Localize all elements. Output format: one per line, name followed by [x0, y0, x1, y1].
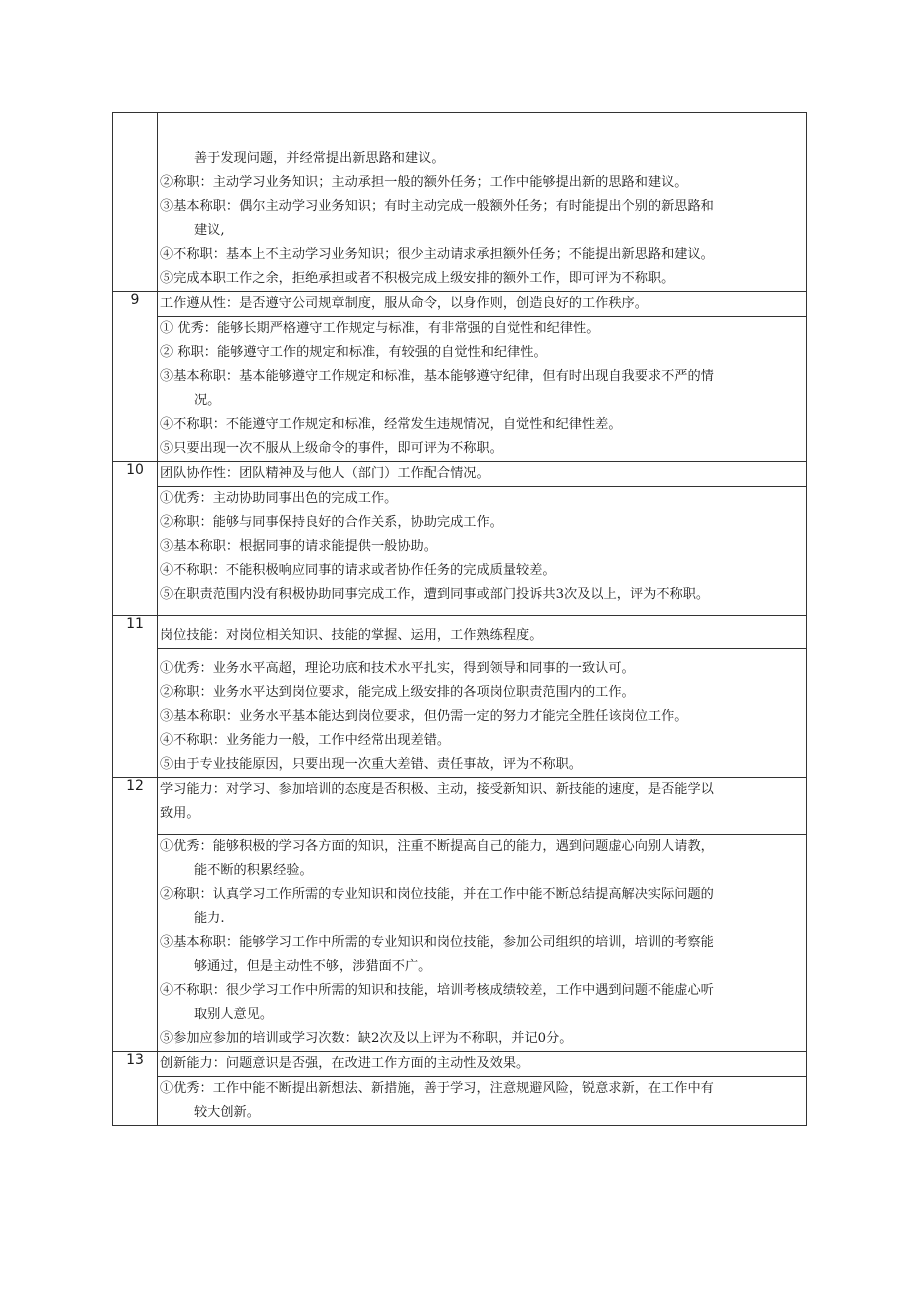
criteria-line: 建议, [194, 223, 225, 238]
row-number-cell [113, 462, 158, 616]
table-row [113, 113, 807, 292]
criteria-line: ②称职：主动学习业务知识；主动承担一般的额外任务；工作中能够提出新的思路和建议。 [160, 175, 688, 190]
criteria-header-box [158, 462, 806, 487]
criteria-line: ④不称职：很少学习工作中所需的知识和技能，培训考核成绩较差，工作中遇到问题不能虚心听 [160, 983, 714, 998]
criteria-line: 够通过，但是主动性不够，涉猎面不广。 [194, 959, 432, 974]
criteria-line: ④不称职：基本上不主动学习业务知识；很少主动请求承担额外任务；不能提出新思路和建议。 [160, 247, 714, 262]
criteria-line: ①优秀：主动协助同事出色的完成工作。 [160, 491, 398, 506]
criteria-header: 工作遵从性：是否遵守公司规章制度，服从命令，以身作则，创造良好的工作秩序。 [160, 296, 648, 311]
criteria-line: ①优秀：工作中能不断提出新想法、新措施，善于学习，注意规避风险，锐意求新，在工作中有 [160, 1081, 714, 1096]
criteria-line: ④不称职：不能遵守工作规定和标准，经常发生违规情况，自觉性和纪律性差。 [160, 417, 622, 432]
criteria-line: ③基本称职：根据同事的请求能提供一般协助。 [160, 539, 437, 554]
criteria-header-box [158, 778, 806, 835]
evaluation-table [112, 112, 807, 1126]
criteria-cell [158, 616, 807, 778]
row-number-cell [113, 1052, 158, 1126]
criteria-line: ③基本称职：业务水平基本能达到岗位要求，但仍需一定的努力才能完全胜任该岗位工作。 [160, 709, 688, 724]
criteria-line: ② 称职：能够遵守工作的规定和标准，有较强的自觉性和纪律性。 [160, 345, 547, 360]
criteria-header-box [158, 292, 806, 317]
criteria-line: 善于发现问题，并经常提出新思路和建议。 [194, 151, 445, 166]
table-row [113, 778, 807, 1052]
criteria-line: ③基本称职：偶尔主动学习业务知识；有时主动完成一般额外任务；有时能提出个别的新思路和 [160, 199, 714, 214]
criteria-line: ④不称职：业务能力一般，工作中经常出现差错。 [160, 733, 451, 748]
row-number: 11 [126, 616, 144, 632]
criteria-line: 况。 [194, 393, 221, 408]
criteria-line: ③基本称职：能够学习工作中所需的专业知识和岗位技能，参加公司组织的培训，培训的考察能 [160, 935, 714, 950]
criteria-levels-box [158, 835, 806, 1051]
row-number-cell [113, 616, 158, 778]
row-number: 12 [126, 778, 144, 794]
criteria-line: ⑤由于专业技能原因，只要出现一次重大差错、责任事故，评为不称职。 [160, 757, 582, 772]
criteria-line: ⑤在职责范围内没有积极协助同事完成工作，遭到同事或部门投诉共3次及以上，评为不称职。 [160, 587, 710, 602]
criteria-line: 取别人意见。 [194, 1007, 274, 1022]
criteria-header: 学习能力：对学习、参加培训的态度是否积极、主动，接受新知识、新技能的速度，是否能学以 [160, 782, 714, 797]
criteria-line: ③基本称职：基本能够遵守工作规定和标准，基本能够遵守纪律，但有时出现自我要求不严的情 [160, 369, 714, 384]
criteria-levels-box [158, 1077, 806, 1125]
criteria-header: 团队协作性：团队精神及与他人（部门）工作配合情况。 [160, 466, 490, 481]
criteria-levels-box [158, 317, 806, 461]
criteria-line: 能不断的积累经验。 [194, 863, 313, 878]
table-row [113, 616, 807, 778]
criteria-header: 致用。 [160, 806, 200, 821]
table-row [113, 292, 807, 462]
criteria-levels-box [158, 487, 806, 615]
criteria-line: ① 优秀：能够长期严格遵守工作规定与标准，有非常强的自觉性和纪律性。 [160, 321, 600, 336]
row-number: 10 [126, 462, 144, 478]
criteria-cell [158, 1052, 807, 1126]
row-number-cell [113, 113, 158, 292]
criteria-line: ①优秀：业务水平高超，理论功底和技术水平扎实，得到领导和同事的一致认可。 [160, 661, 635, 676]
table-row [113, 1052, 807, 1126]
criteria-line: ②称职：能够与同事保持良好的合作关系，协助完成工作。 [160, 515, 503, 530]
criteria-line: ④不称职：不能积极响应同事的请求或者协作任务的完成质量较差。 [160, 563, 556, 578]
table-row [113, 462, 807, 616]
row-number-cell [113, 292, 158, 462]
row-number: 9 [130, 292, 140, 308]
criteria-cell [158, 113, 807, 292]
criteria-line: ⑤只要出现一次不服从上级命令的事件，即可评为不称职。 [160, 441, 503, 456]
row-number-cell [113, 778, 158, 1052]
criteria-cell [158, 292, 807, 462]
criteria-line: 较大创新。 [194, 1105, 260, 1120]
criteria-header-box [158, 616, 806, 649]
criteria-header-box [158, 1052, 806, 1077]
criteria-header: 岗位技能：对岗位相关知识、技能的掌握、运用，工作熟练程度。 [160, 628, 543, 643]
row-number: 13 [126, 1052, 144, 1068]
criteria-cell [158, 462, 807, 616]
criteria-line: ②称职：业务水平达到岗位要求，能完成上级安排的各项岗位职责范围内的工作。 [160, 685, 635, 700]
criteria-line: ①优秀：能够积极的学习各方面的知识，注重不断提高自己的能力，遇到问题虚心向别人请教， [160, 839, 714, 854]
criteria-levels-box [158, 649, 806, 777]
criteria-line: ⑤完成本职工作之余，拒绝承担或者不积极完成上级安排的额外工作，即可评为不称职。 [160, 271, 675, 286]
criteria-line: ②称职：认真学习工作所需的专业知识和岗位技能，并在工作中能不断总结提高解决实际问题的 [160, 887, 714, 902]
criteria-header: 创新能力：问题意识是否强，在改进工作方面的主动性及效果。 [160, 1056, 530, 1071]
criteria-line: ⑤参加应参加的培训或学习次数：缺2次及以上评为不称职，并记0分。 [160, 1031, 573, 1046]
criteria-line: 能力. [194, 911, 225, 926]
criteria-cell [158, 778, 807, 1052]
